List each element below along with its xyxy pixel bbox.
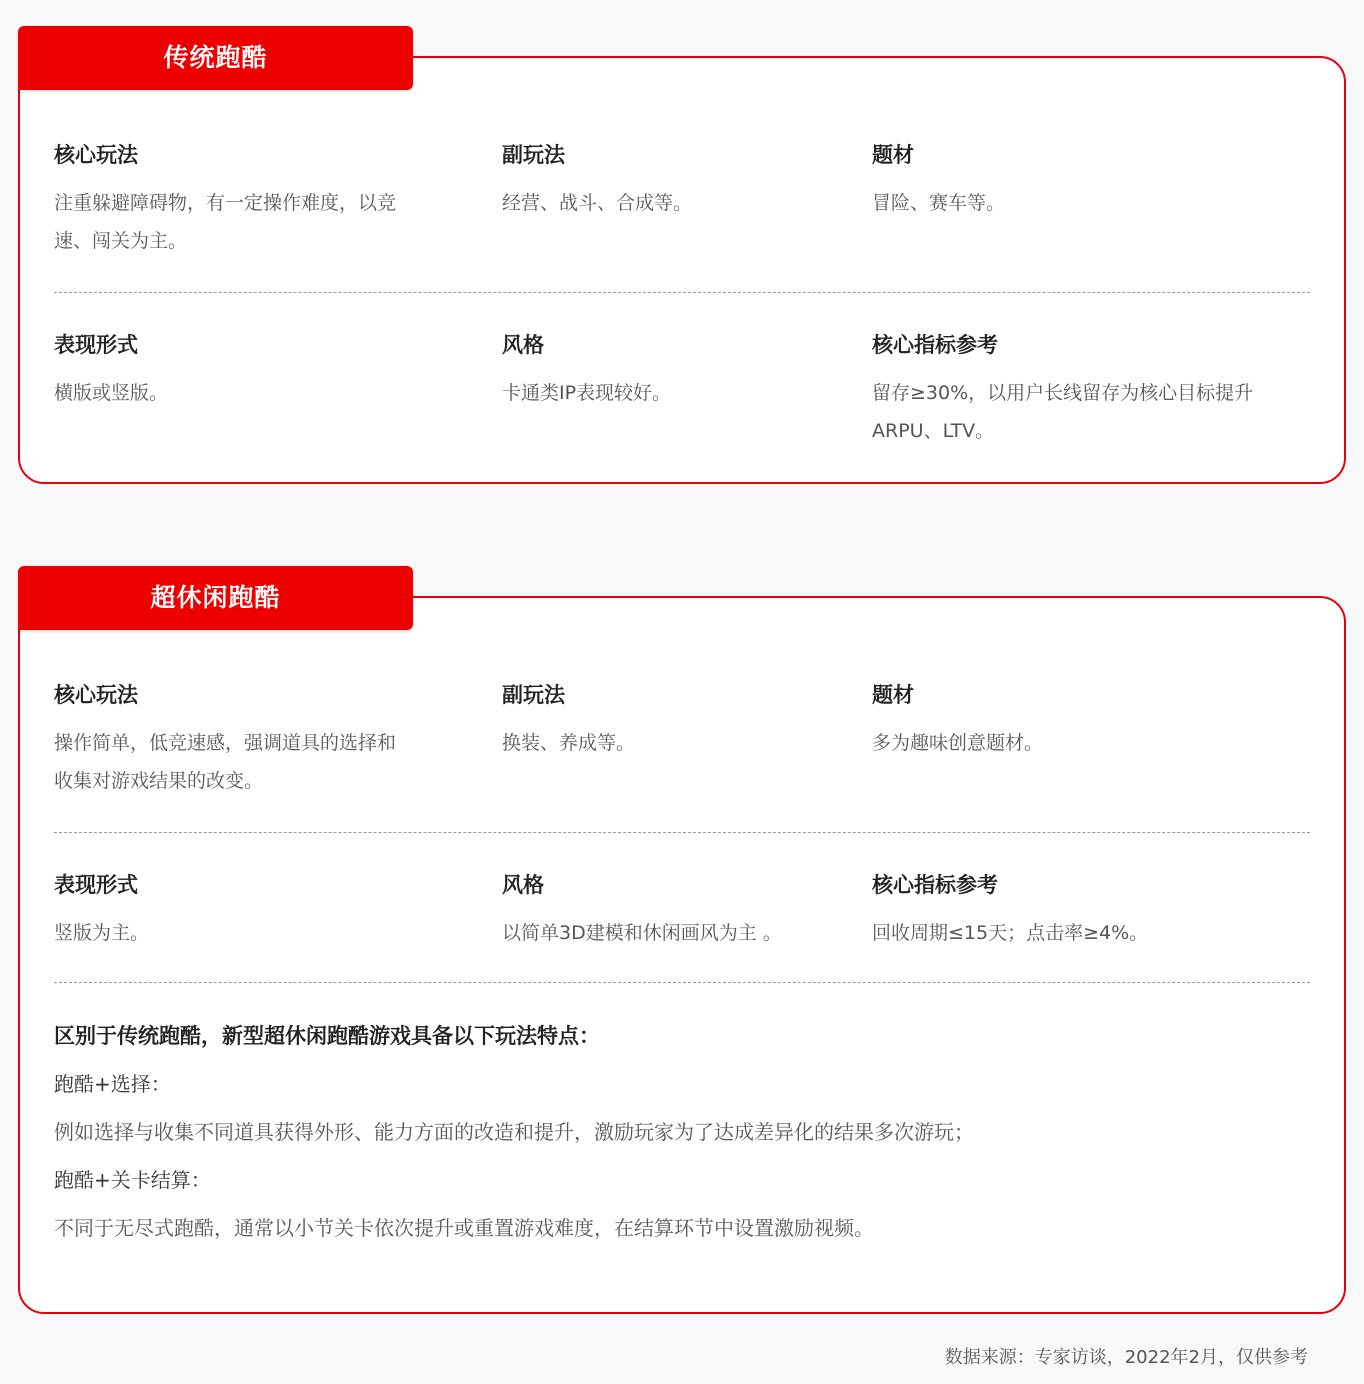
dashed-divider xyxy=(54,292,1310,293)
features-heading: 区别于传统跑酷，新型超休闲跑酷游戏具备以下玩法特点： xyxy=(54,1024,600,1048)
cell-theme xyxy=(872,140,1312,222)
cell-text: 操作简单，低竞速感，强调道具的选择和收集对游戏结果的改变。 xyxy=(54,732,397,792)
cell-label: 题材 xyxy=(872,143,914,167)
features-note xyxy=(54,1020,1304,1260)
cell-label: 核心玩法 xyxy=(54,143,138,167)
cell-label: 表现形式 xyxy=(54,873,138,897)
feature-title: 跑酷+关卡结算： xyxy=(54,1168,211,1192)
cell-core-gameplay xyxy=(54,140,399,260)
cell-label: 风格 xyxy=(502,333,544,357)
cell-label: 风格 xyxy=(502,873,544,897)
feature-title: 跑酷+选择： xyxy=(54,1072,171,1096)
cell-label: 核心指标参考 xyxy=(872,873,998,897)
data-source-footnote: 数据来源：专家访谈，2022年2月，仅供参考 xyxy=(944,1347,1308,1368)
cell-core-metrics xyxy=(872,330,1312,450)
cell-core-gameplay xyxy=(54,680,399,800)
cell-text: 冒险、赛车等。 xyxy=(872,192,1006,214)
cell-label: 副玩法 xyxy=(502,143,565,167)
cell-label: 题材 xyxy=(872,683,914,707)
cell-text: 横版或竖版。 xyxy=(54,382,169,404)
cell-sub-gameplay xyxy=(502,140,832,222)
cell-label: 核心指标参考 xyxy=(872,333,998,357)
cell-text: 回收周期≤15天；点击率≥4%。 xyxy=(872,922,1149,944)
dashed-divider xyxy=(54,832,1310,833)
section-title-traditional-parkour: 传统跑酷 xyxy=(18,26,413,90)
dashed-divider xyxy=(54,982,1310,983)
feature-text: 例如选择与收集不同道具获得外形、能力方面的改造和提升，激励玩家为了达成差异化的结果多次游玩； xyxy=(54,1120,974,1144)
cell-text: 经营、战斗、合成等。 xyxy=(502,192,693,214)
cell-style xyxy=(502,330,832,412)
cell-core-metrics xyxy=(872,870,1312,952)
cell-label: 核心玩法 xyxy=(54,683,138,707)
cell-text: 卡通类IP表现较好。 xyxy=(502,382,672,404)
cell-text: 注重躲避障碍物，有一定操作难度，以竞速、闯关为主。 xyxy=(54,192,397,252)
cell-text: 留存≥30%，以用户长线留存为核心目标提升ARPU、LTV。 xyxy=(872,382,1254,442)
cell-theme xyxy=(872,680,1312,762)
cell-presentation xyxy=(54,330,399,412)
cell-text: 多为趣味创意题材。 xyxy=(872,732,1044,754)
cell-label: 表现形式 xyxy=(54,333,138,357)
cell-text: 以简单3D建模和休闲画风为主 。 xyxy=(502,922,782,944)
cell-label: 副玩法 xyxy=(502,683,565,707)
cell-text: 竖版为主。 xyxy=(54,922,150,944)
cell-text: 换装、养成等。 xyxy=(502,732,636,754)
cell-presentation xyxy=(54,870,399,952)
feature-text: 不同于无尽式跑酷，通常以小节关卡依次提升或重置游戏难度，在结算环节中设置激励视频。 xyxy=(54,1216,874,1240)
cell-sub-gameplay xyxy=(502,680,832,762)
cell-style xyxy=(502,870,832,952)
section-title-hypercasual-parkour: 超休闲跑酷 xyxy=(18,566,413,630)
